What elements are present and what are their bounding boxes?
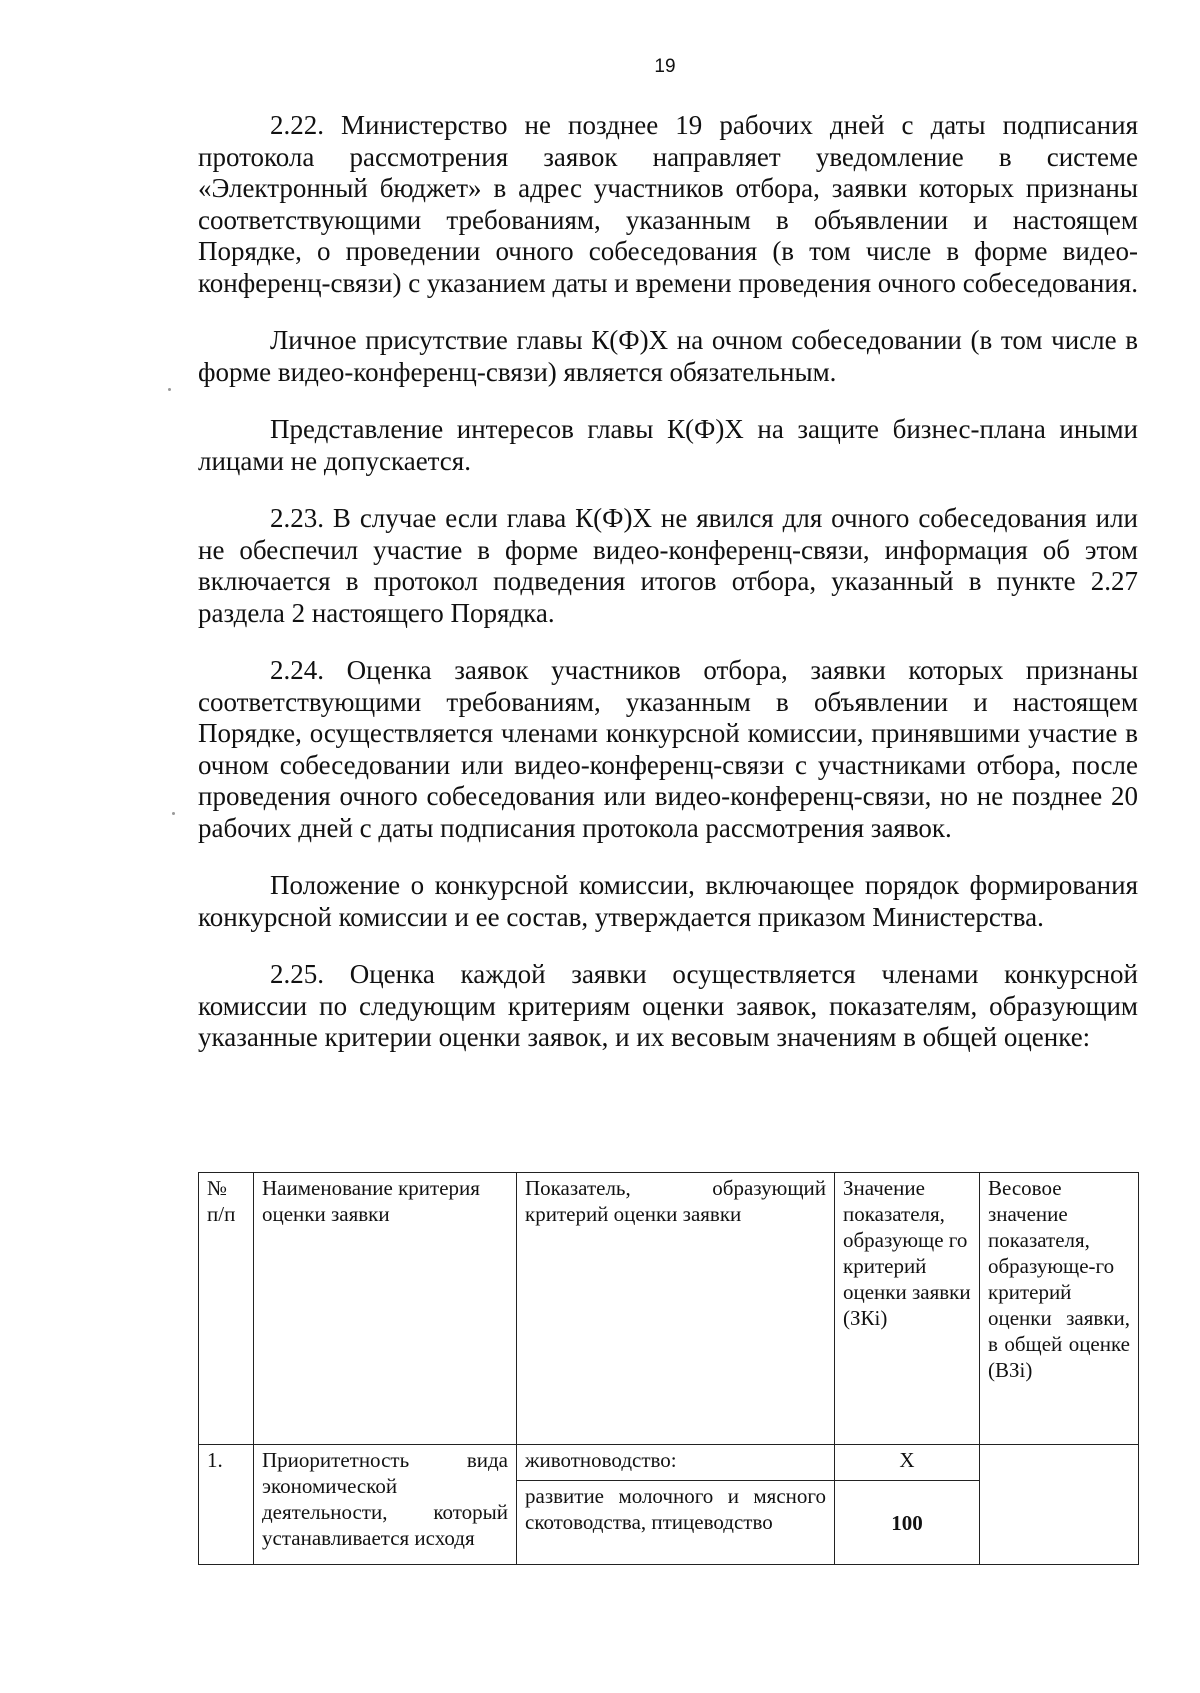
paragraph-2-22 (198, 110, 1138, 299)
row-indicator-value: 100 (835, 1481, 980, 1565)
paragraph-text: Личное присутствие главы К(Ф)Х на очном собеседовании (в том числе в форме видео-конференц-связи) является обязательным. (198, 325, 1138, 387)
paragraph-number: 2.25. (270, 959, 324, 989)
paragraph-text: Оценка каждой заявки осуществляется членами конкурсной комиссии по следующим критериям оценки заявок, показателям, образующим указанные критерии оценки заявок, и их весовым значениям в общей оценке: (198, 959, 1138, 1052)
header-criterion-name: Наименование критерия оценки заявки (254, 1173, 517, 1445)
paragraph-text: Оценка заявок участников отбора, заявки которых признаны соответствующими требованиям, указанным в объявлении и настоящем Порядке, осуществляется членами конкурсной комиссии, принявшими участие в очном собеседовании или видео-конференц-связи с участниками отбора, после проведения очного собеседования или видео-конференц-связи, но не позднее 20 рабочих дней с даты подписания протокола рассмотрения заявок. (198, 655, 1138, 843)
table-row (199, 1445, 1139, 1481)
paragraph-number: 2.23. (270, 503, 324, 533)
criteria-table (198, 1172, 1139, 1565)
header-weight: Весовое значение показателя, образующе-го критерий оценки заявки, в общей оценке (ВЗi) (980, 1173, 1139, 1445)
page-number: 19 (654, 56, 676, 77)
table-header-row (199, 1173, 1139, 1445)
paragraph-text: Министерство не позднее 19 рабочих дней с даты подписания протокола рассмотрения заявок направляет уведомление в системе «Электронный бюджет» в адрес участников отбора, заявки которых признаны соответствующими требованиям, указанным в объявлении и настоящем Порядке, о проведении очного собеседования (в том числе в форме видео-конференц-связи) с указанием даты и времени проведения очного собеседования. (198, 110, 1138, 298)
paragraph-commission-regulation (198, 870, 1138, 933)
row-number: 1. (199, 1445, 254, 1565)
row-indicator: животноводство: (517, 1445, 835, 1481)
paragraph-2-25 (198, 959, 1138, 1054)
paragraph-text: В случае если глава К(Ф)Х не явился для очного собеседования или не обеспечил участие в форме видео-конференц-связи, информация об этом включается в протокол подведения итогов отбора, указанный в пункте 2.27 раздела 2 настоящего Порядка. (198, 503, 1138, 628)
paragraph-personal-presence (198, 325, 1138, 388)
header-indicator: Показатель, образующий критерий оценки заявки (517, 1173, 835, 1445)
header-indicator-value: Значение показателя, образующе го критерий оценки заявки (ЗКi) (835, 1173, 980, 1445)
row-indicator: развитие молочного и мясного скотоводства, птицеводство (517, 1481, 835, 1565)
paragraph-2-24 (198, 655, 1138, 844)
paragraph-text: Положение о конкурсной комиссии, включающее порядок формирования конкурсной комиссии и ее состав, утверждается приказом Министерства. (198, 870, 1138, 932)
scan-speck (168, 388, 171, 391)
row-indicator-value: Х (835, 1445, 980, 1481)
paragraph-representation (198, 414, 1138, 477)
paragraph-2-23 (198, 503, 1138, 629)
row-criterion-name: Приоритетность вида экономической деятельности, который устанавливается исходя (254, 1445, 517, 1565)
row-weight (980, 1445, 1139, 1565)
header-number: № п/п (199, 1173, 254, 1445)
paragraph-text: Представление интересов главы К(Ф)Х на защите бизнес-плана иными лицами не допускается. (198, 414, 1138, 476)
paragraph-number: 2.24. (270, 655, 324, 685)
document-body (198, 110, 1138, 1054)
scan-speck (172, 812, 175, 815)
paragraph-number: 2.22. (270, 110, 324, 140)
